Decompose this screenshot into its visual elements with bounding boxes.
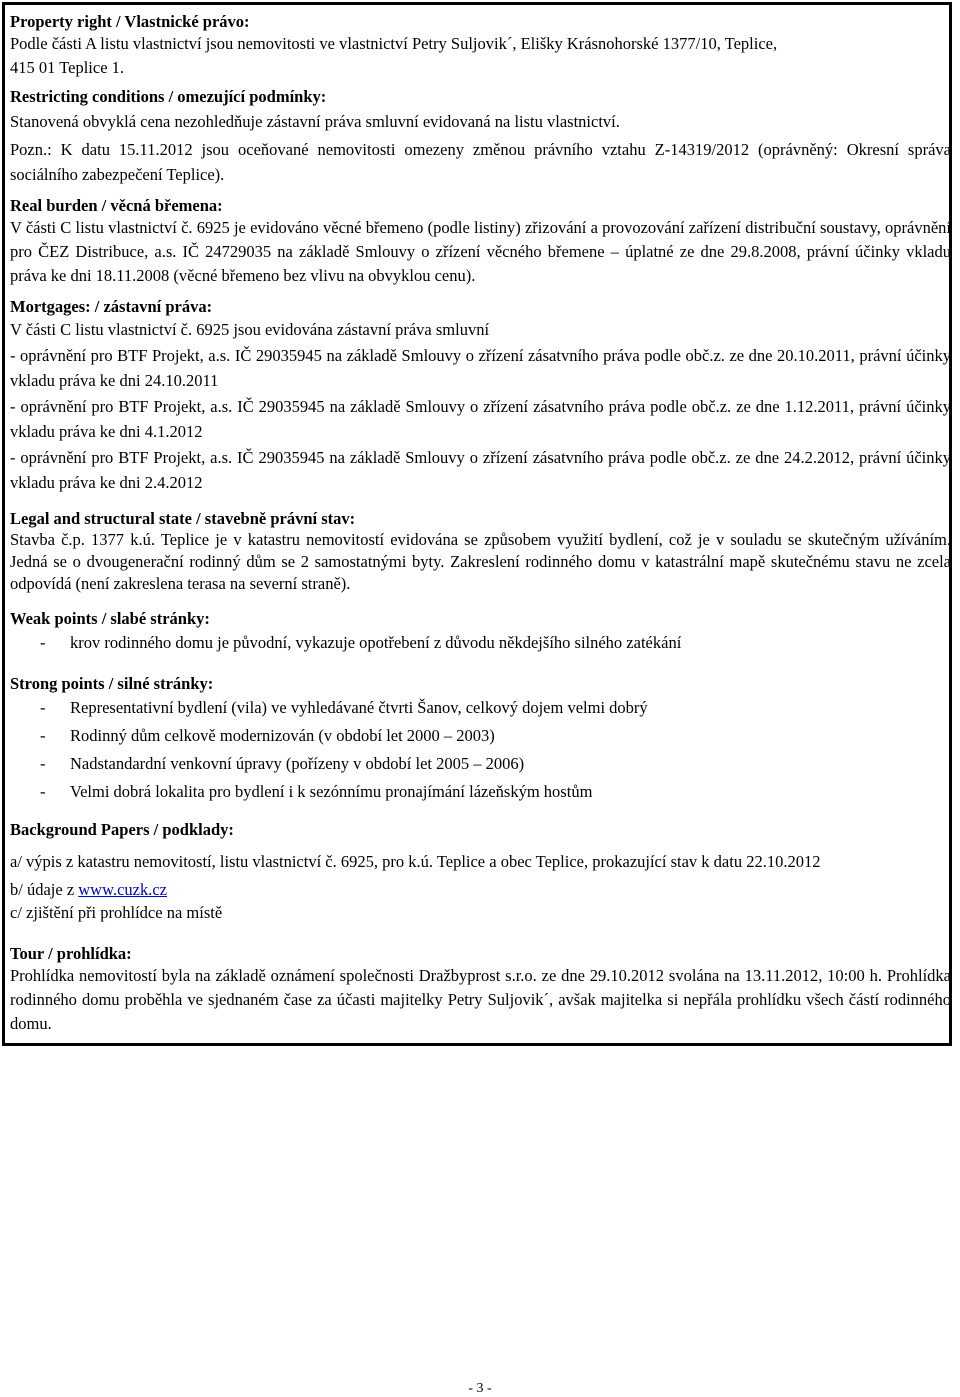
strong-points-heading: Strong points / silné stránky: [10, 674, 214, 693]
list-dash: - [40, 726, 46, 745]
list-dash: - [40, 782, 46, 801]
legal-state-text: Stavba č.p. 1377 k.ú. Teplice je v katastru nemovitostí evidována se způsobem využití bydlení, což je v souladu se skutečným užíváním. Jedná se o dvougenerační rodinný dům se 2 samostatnými byty. Zakreslení rodinného domu v katastrální mapě skutečnému stavu ne zcela odpovídá (není zakreslena terasa na severní straně). [10, 530, 951, 593]
mortgages-intro: V části C listu vlastnictví č. 6925 jsou evidována zástavní práva smluvní [10, 320, 490, 339]
mortgage-item: - oprávnění pro BTF Projekt, a.s. IČ 29035945 na základě Smlouvy o zřízení zásatvního práva podle obč.z. ze dne 1.12.2011, právní účinky vkladu práva ke dni 4.1.2012 [10, 397, 951, 441]
property-right-heading: Property right / Vlastnické právo: [10, 12, 250, 31]
real-burden-heading: Real burden / věcná břemena: [10, 196, 223, 215]
mortgages-heading: Mortgages: / zástavní práva: [10, 297, 213, 316]
list-dash: - [40, 698, 46, 717]
list-dash: - [40, 633, 46, 652]
document-content [10, 12, 951, 1036]
background-item-a: a/ výpis z katastru nemovitostí, listu vlastnictví č. 6925, pro k.ú. Teplice a obec Teplice, prokazující stav k datu 22.10.2012 [10, 852, 821, 871]
tour-text: Prohlídka nemovitostí byla na základě oznámení společnosti Dražbyprost s.r.o. ze dne 29.10.2012 svolána na 13.11.2012, 10:00 h. Prohlídka rodinného domu proběhla ve sjednaném čase za účasti majitelky Petry Suljovik´, avšak majitelka si nepřála prohlídku všech částí rodinného domu. [10, 966, 951, 1033]
strong-point-item [10, 750, 951, 778]
page-number: - 3 - [468, 1381, 492, 1396]
strong-point-text: Representativní bydlení (vila) ve vyhledávané čtvrti Šanov, celkový dojem velmi dobrý [70, 698, 648, 717]
strong-point-text: Nadstandardní venkovní úpravy (pořízeny v období let 2005 – 2006) [70, 754, 525, 773]
background-item-b-prefix: b/ údaje z [10, 880, 79, 899]
background-item-c: c/ zjištění při prohlídce na místě [10, 903, 223, 922]
background-heading: Background Papers / podklady: [10, 820, 234, 839]
mortgage-item: - oprávnění pro BTF Projekt, a.s. IČ 29035945 na základě Smlouvy o zřízení zásatvního práva podle obč.z. ze dne 20.10.2011, právní účinky vkladu práva ke dni 24.10.2011 [10, 346, 951, 390]
restricting-note: Pozn.: K datu 15.11.2012 jsou oceňované nemovitosti omezeny změnou právního vztahu Z-14319/2012 (oprávněný: Okresní správa sociálního zabezpečení Teplice). [10, 140, 951, 184]
weak-point-text: krov rodinného domu je původní, vykazuje opotřebení z důvodu někdejšího silného zatékání [70, 633, 682, 652]
list-dash: - [40, 754, 46, 773]
tour-heading: Tour / prohlídka: [10, 944, 132, 963]
strong-point-item [10, 722, 951, 750]
restricting-heading: Restricting conditions / omezující podmínky: [10, 87, 327, 106]
strong-point-item [10, 778, 951, 806]
mortgage-item: - oprávnění pro BTF Projekt, a.s. IČ 29035945 na základě Smlouvy o zřízení zásatvního práva podle obč.z. ze dne 24.2.2012, právní účinky vkladu práva ke dni 2.4.2012 [10, 448, 951, 492]
legal-state-heading: Legal and structural state / stavebně právní stav: [10, 509, 356, 528]
cuzk-link[interactable]: www.cuzk.cz [78, 880, 167, 899]
background-item-b [10, 877, 951, 902]
real-burden-text: V části C listu vlastnictví č. 6925 je evidováno věcné břemeno (podle listiny) zřizování a provozování zařízení distribuční soustavy, oprávnění pro ČEZ Distribuce, a.s. IČ 24729035 na základě Smlouvy o zřízení věcného břemene – úplatné ze dne 29.8.2008, právní účinky vkladu práva ke dni 18.11.2008 (věcné břemeno bez vlivu na obvyklou cenu). [10, 218, 951, 285]
strong-point-text: Rodinný dům celkově modernizován (v období let 2000 – 2003) [70, 726, 495, 745]
property-right-line-1: Podle části A listu vlastnictví jsou nemovitosti ve vlastnictví Petry Suljovik´, Elišky Krásnohorské 1377/10, Teplice, [10, 34, 778, 53]
strong-point-text: Velmi dobrá lokalita pro bydlení i k sezónnímu pronajímání lázeňským hostům [70, 782, 593, 801]
strong-point-item [10, 694, 951, 722]
restricting-line: Stanovená obvyklá cena nezohledňuje zástavní práva smluvní evidovaná na listu vlastnictví. [10, 112, 620, 131]
weak-points-heading: Weak points / slabé stránky: [10, 609, 210, 628]
weak-point-item [10, 629, 951, 657]
property-right-line-2: 415 01 Teplice 1. [10, 58, 125, 77]
